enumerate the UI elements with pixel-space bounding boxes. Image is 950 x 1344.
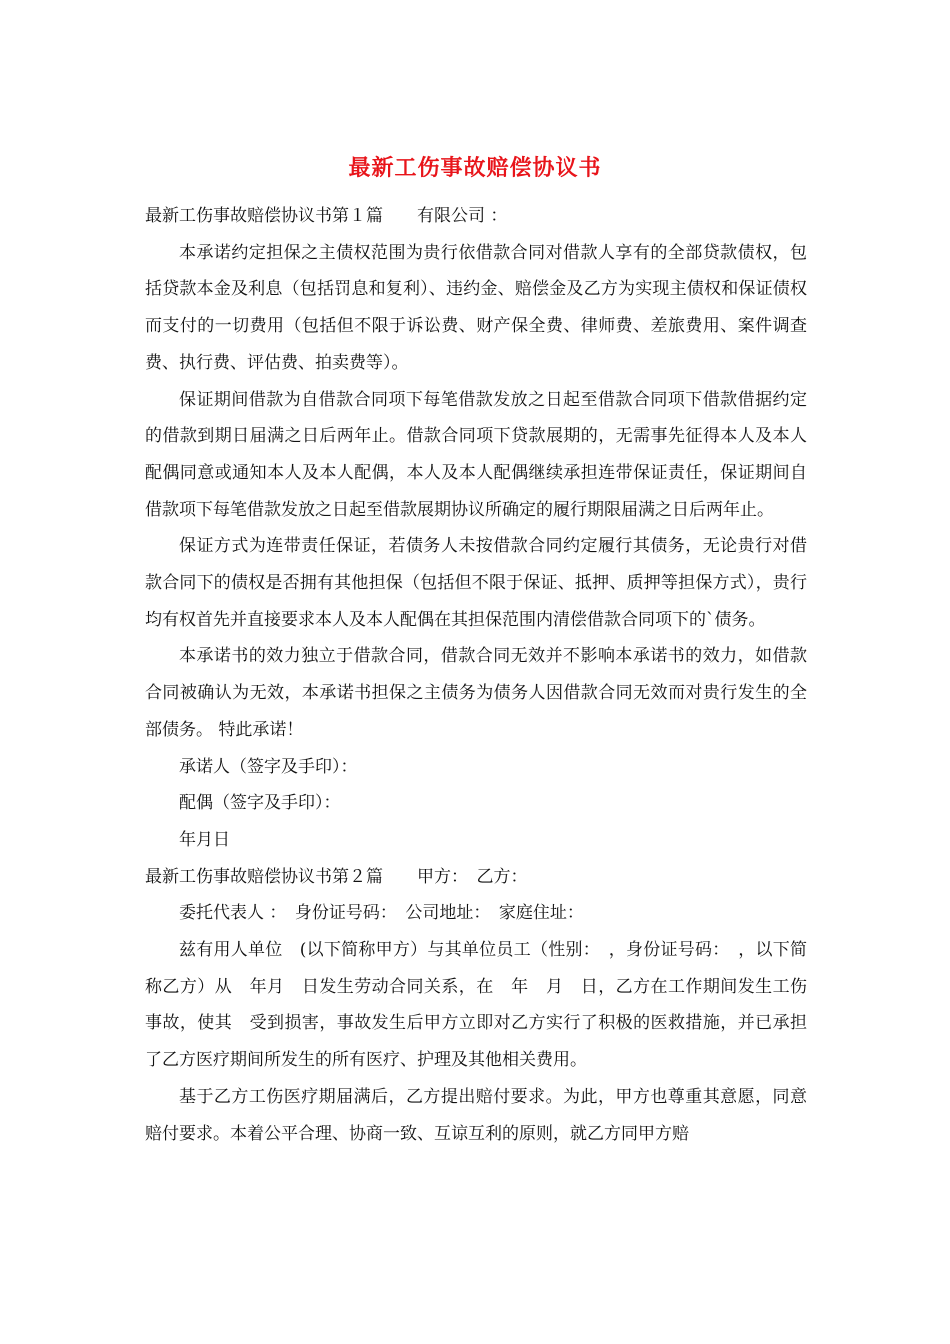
document-title: 最新工伤事故赔偿协议书 (348, 155, 602, 181)
document-body (145, 198, 807, 1152)
paragraph: 基于乙方工伤医疗期届满后，乙方提出赔付要求。为此，甲方也尊重其意愿，同意赔付要求。本着公平合理、协商一致、互谅互利的原则，就乙方同甲方赔 (145, 1086, 807, 1144)
paragraph: 承诺人（签字及手印）： (179, 756, 358, 777)
paragraph: 最新工伤事故赔偿协议书第２篇 甲方： 乙方： (145, 866, 528, 887)
paragraph: 兹有用人单位 (以下简称甲方）与其单位员工（性别： ，身份证号码： ，以下简称乙方）从 年月 日发生劳动合同关系，在 年 月 日，乙方在工作期间发生工伤事故，使其 受到损害，事故发生后甲方立即对乙方实行了积极的医救措施，并已承担了乙方医疗期间所发生的所有医疗、护理及其他相关费用。 (145, 940, 807, 1071)
paragraph: 保证期间借款为自借款合同项下每笔借款发放之日起至借款合同项下借款借据约定的借款到期日届满之日后两年止。借款合同项下贷款展期的，无需事先征得本人及本人配偶同意或通知本人及本人配偶，本人及本人配偶继续承担连带保证责任，保证期间自借款项下每笔借款发放之日起至借款展期协议所确定的履行期限届满之日后两年止。 (145, 389, 807, 520)
paragraph: 委托代表人 ： 身份证号码： 公司地址： 家庭住址： (179, 903, 584, 924)
paragraph: 年月日 (179, 829, 230, 850)
paragraph: 配偶（签字及手印）： (179, 793, 341, 814)
paragraph: 保证方式为连带责任保证，若债务人未按借款合同约定履行其债务，无论贵行对借款合同下的债权是否拥有其他担保（包括但不限于保证、抵押、质押等担保方式），贵行均有权首先并直接要求本人及本人配偶在其担保范围内清偿借款合同项下的`债务。 (145, 536, 807, 630)
paragraph: 最新工伤事故赔偿协议书第１篇 有限公司 ： (145, 206, 508, 226)
paragraph: 本承诺约定担保之主债权范围为贵行依借款合同对借款人享有的全部贷款债权，包括贷款本金及利息（包括罚息和复利）、违约金、赔偿金及乙方为实现主债权和保证债权而支付的一切费用（包括但不限于诉讼费、财产保全费、律师费、差旅费用、案件调查费、执行费、评估费、拍卖费等）。 (145, 242, 807, 373)
paragraph: 本承诺书的效力独立于借款合同，借款合同无效并不影响本承诺书的效力，如借款合同被确认为无效，本承诺书担保之主债务为债务人因借款合同无效而对贵行发生的全部债务。 特此承诺！ (145, 646, 807, 740)
